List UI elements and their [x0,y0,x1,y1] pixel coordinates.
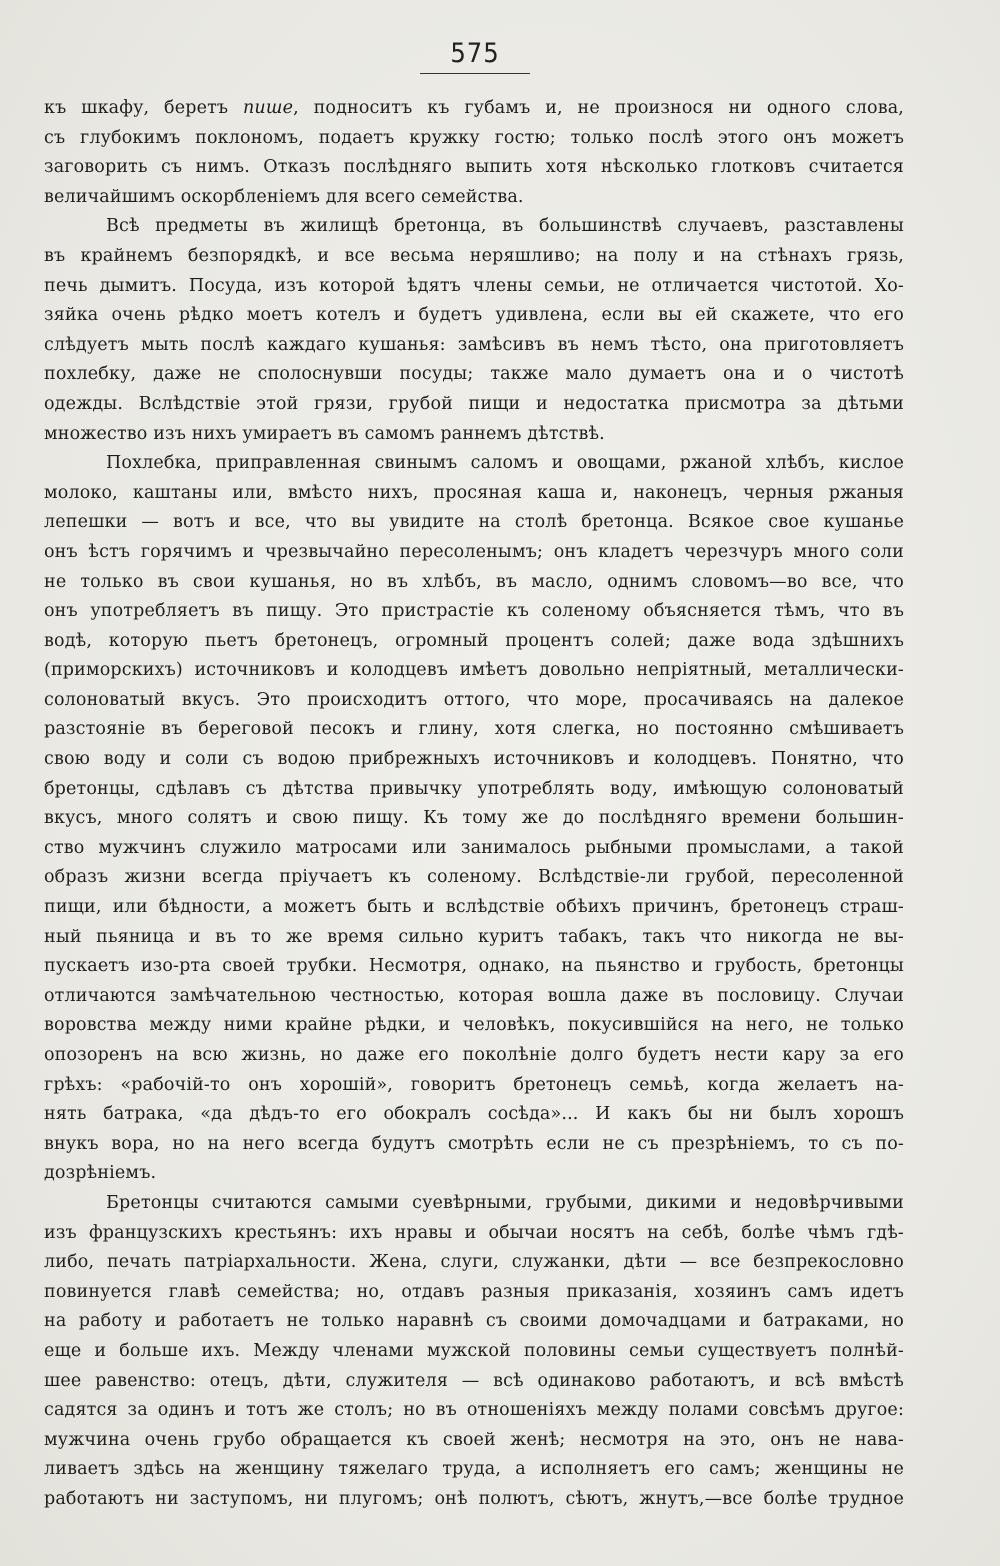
text-line: шее равенство: отецъ, дѣти, служителя — всѣ одинаково работаютъ, и всѣ вмѣстѣ [44,1370,904,1391]
paragraph [44,94,904,212]
text-line: Всѣ предметы въ жилищѣ бретонца, въ большинствѣ случаевъ, разставлены [106,216,904,237]
text-line: ливаетъ здѣсь на женщину тяжелаго труда, а исполняетъ его самъ; женщины не [44,1459,904,1480]
text-line: водѣ, которую пьетъ бретонецъ, огромный процентъ солей; даже вода здѣшнихъ [44,630,904,651]
text-line: молоко, каштаны или, вмѣсто нихъ, просяная каша и, наконецъ, черныя ржаныя [44,482,904,503]
paragraph [44,1189,904,1515]
text-line: образъ жизни всегда пріучаетъ къ соленому. Вслѣдствіе-ли грубой, пересоленной [44,867,904,888]
text-line: разстояніе въ береговой песокъ и глину, хотя слегка, но постоянно смѣшиваетъ [44,719,904,740]
text-line: дозрѣніемъ. [44,1163,157,1184]
text-line: печь дымитъ. Посуда, изъ которой ѣдятъ члены семьи, не отличается чистотой. Хо- [44,275,904,296]
text-line: ный пьяница и въ то же время сильно куритъ табакъ, такъ что никогда не вы- [44,926,904,947]
text-line: мужчина очень грубо обращается къ своей женѣ; несмотря на это, онъ не нава- [44,1429,904,1450]
paragraph [44,212,904,449]
text-line: заговорить съ нимъ. Отказъ послѣдняго выпить хотя нѣсколько глотковъ считается [44,157,904,178]
text-line: съ глубокимъ поклономъ, подаетъ кружку гостю; только послѣ этого онъ можетъ [44,127,904,148]
text-line: величайшимъ оскорбленіемъ для всего семейства. [44,186,524,207]
text-line: воровства между ними крайне рѣдки, и человѣкъ, покусившійся на него, не только [44,1015,904,1036]
text-line: слѣдуетъ мыть послѣ каждаго кушанья: замѣсивъ въ немъ тѣсто, она приготовляетъ [44,334,904,355]
text-line: солоноватый вкусъ. Это происходитъ оттого, что море, просачиваясь на далекое [44,689,904,710]
text-line: лепешки — вотъ и все, что вы увидите на столѣ бретонца. Всякое свое кушанье [44,512,904,533]
text-line: внукъ вора, но на него всегда будутъ смотрѣть если не съ презрѣніемъ, то съ по- [44,1133,904,1154]
body-text [44,94,904,1515]
text-line: повинуется главѣ семейства; но, отдавъ разныя приказанія, хозяинъ самъ идетъ [44,1281,904,1302]
text-line: опозоренъ на всю жизнь, но даже его поколѣніе долго будетъ нести кару за его [44,1045,904,1065]
text-line: свою воду и соли съ водою прибрежныхъ источниковъ и колодцевъ. Понятно, что [44,749,904,770]
italic-word: пише [243,98,294,118]
text-line: не только въ свои кушанья, но въ хлѣбъ, въ масло, однимъ словомъ—во все, что [44,571,904,592]
text-line: Бретонцы считаются самыми суевѣрными, грубыми, дикими и недовѣрчивыми [106,1192,904,1213]
text-line: онъ ѣстъ горячимъ и чрезвычайно пересоленымъ; онъ кладетъ черезчуръ много соли [44,541,904,562]
text-line: бретонцы, сдѣлавъ съ дѣтства привычку употреблять воду, имѣющую солоноватый [44,778,904,799]
text-line: работаютъ ни заступомъ, ни плугомъ; онѣ полютъ, сѣютъ, жнутъ,—все болѣе трудное [44,1488,904,1509]
text-line: пускаетъ изо-рта своей трубки. Несмотря, однако, на пьянство и грубость, бретонцы [44,956,904,977]
text-line: садятся за одинъ и тотъ же столъ; но въ отношеніяхъ между полами совсѣмъ другое: [44,1400,904,1421]
text-line: Похлебка, приправленная свинымъ саломъ и овощами, ржаной хлѣбъ, кислое [106,453,904,474]
text-line: множество изъ нихъ умираетъ въ самомъ раннемъ дѣтствѣ. [44,423,605,444]
page-number: 575 [450,38,500,69]
text-line: либо, печать патріархальности. Жена, слуги, служанки, дѣти — все безпрекословно [44,1252,904,1273]
text-line: изъ французскихъ крестьянъ: ихъ нравы и обычаи носятъ на себѣ, болѣе чѣмъ гдѣ- [44,1222,904,1243]
text-line: зяйка очень рѣдко моетъ котелъ и будетъ удивлена, если вы ей скажете, что его [44,305,904,326]
text-line: ство мужчинъ служило матросами или занималось рыбными промыслами, а такой [44,837,904,858]
text-line: нять батрака, «да дѣдъ-то его обокралъ сосѣда»... И какъ бы ни былъ хорошъ [44,1104,904,1125]
text-line: (приморскихъ) источниковъ и колодцевъ имѣетъ довольно непріятный, металлически- [44,660,904,681]
text-line: одежды. Вслѣдствіе этой грязи, грубой пищи и недостатка присмотра за дѣтьми [44,393,904,414]
text-line: въ крайнемъ безпорядкѣ, и все весьма неряшливо; на полу и на стѣнахъ грязь, [44,245,904,266]
text-line: грѣхъ: «рабочій-то онъ хорошій», говоритъ бретонецъ семьѣ, когда желаетъ на- [44,1074,904,1095]
text-line: онъ употребляетъ въ пищу. Это пристрастіе къ соленому объясняется тѣмъ, что въ [44,601,904,622]
text-line: отличаются замѣчательною честностью, которая вошла даже въ пословицу. Случаи [44,985,904,1006]
header-rule [420,73,530,74]
text-line: къ шкафу, беретъ пише, подноситъ къ губамъ и, не произнося ни одного слова, [44,98,904,118]
text-line: на работу и работаетъ не только наравнѣ съ своими домочадцами и батраками, но [44,1311,904,1332]
paragraph [44,449,904,1189]
text-line: пищи, или бѣдности, а можетъ быть и вслѣдствіе обѣихъ причинъ, бретонецъ страш- [44,897,904,918]
text-line: похлебку, даже не сполоснувши посуды; также мало думаетъ она и о чистотѣ [44,364,904,385]
text-line: еще и больше ихъ. Между членами мужской половины семьи существуетъ полнѣй- [44,1340,904,1361]
text-line: вкусъ, много солятъ и свою пищу. Къ тому же до послѣдняго времени большин- [44,808,904,829]
